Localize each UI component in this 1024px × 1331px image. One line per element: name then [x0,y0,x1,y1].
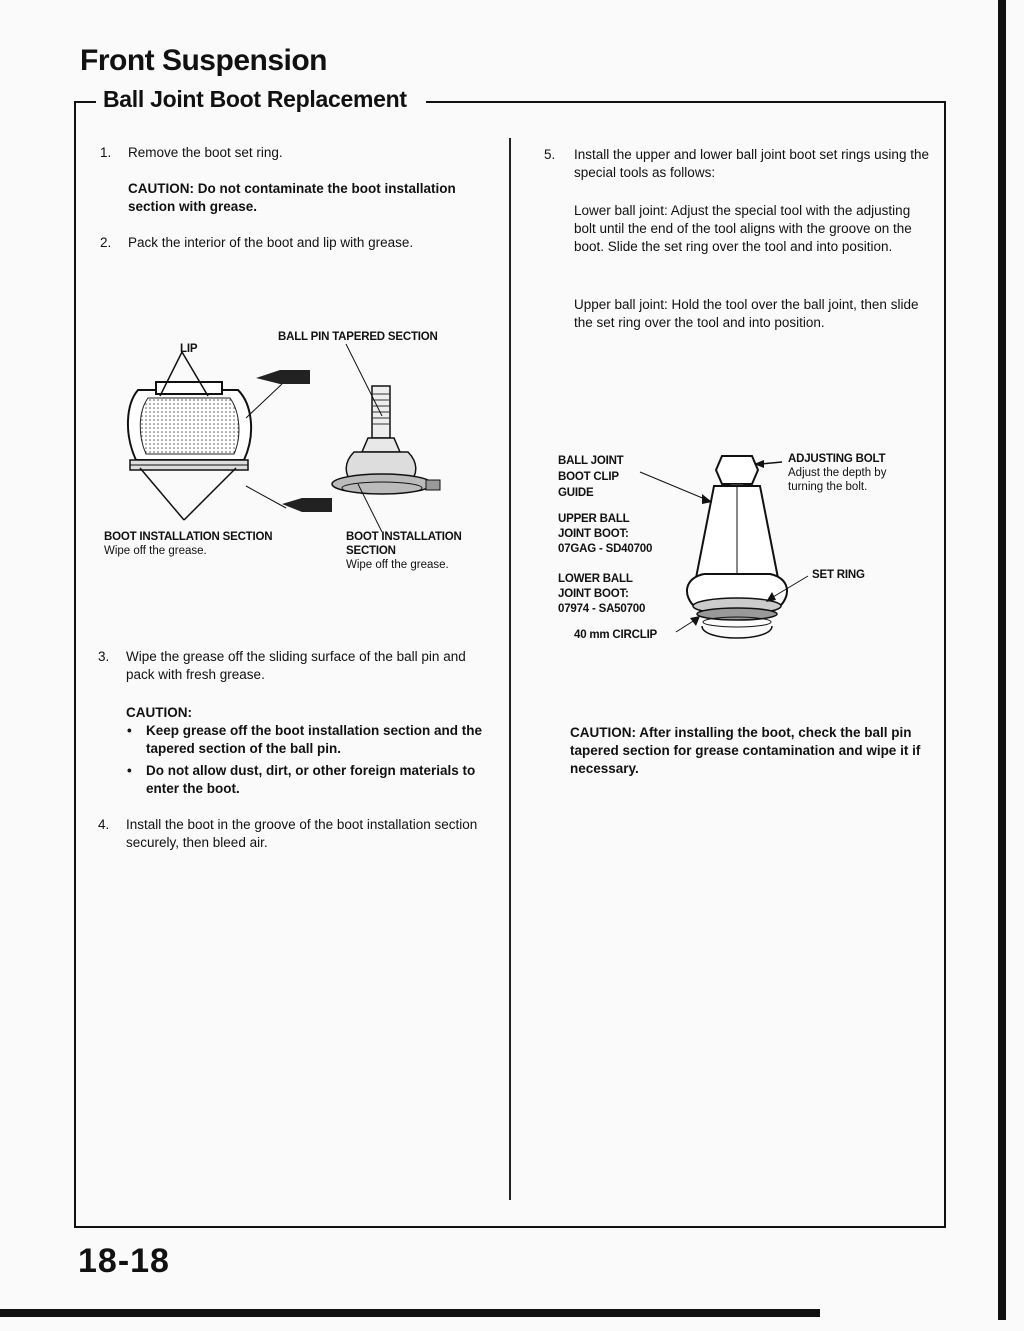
adjusting-bolt-note-1: Adjust the depth by [788,467,887,479]
clip-guide-label-1: BALL JOINT [558,455,624,467]
caution-step-3-label: CAUTION: [126,705,192,720]
boot-install-right-label-1: BOOT INSTALLATION [346,531,462,543]
page-number: 18-18 [78,1242,170,1280]
clip-guide-label-3: GUIDE [558,487,594,499]
upper-ball-joint-paragraph: Upper ball joint: Hold the tool over the ball joint, then slide the set ring over the tool and into position. [574,297,919,330]
upper-boot-part-number: 07GAG - SD40700 [558,543,653,555]
caution-bullet: • Do not allow dust, dirt, or other foreign materials to enter the boot. [126,762,486,798]
lip-label: LIP [180,343,198,355]
upper-boot-label-1: UPPER BALL [558,513,630,525]
caution-bullet: • Keep grease off the boot installation section and the tapered section of the ball pin. [126,722,486,758]
upper-boot-label-2: JOINT BOOT: [558,528,629,540]
step-text: Pack the interior of the boot and lip with grease. [128,235,414,250]
step-text: Remove the boot set ring. [128,145,283,160]
step-number: 4. [98,817,110,832]
page-title: Front Suspension [80,44,327,77]
circlip-label: 40 mm CIRCLIP [574,629,658,641]
caution-step-3-list [126,722,486,802]
lower-boot-part-number: 07974 - SA50700 [558,603,646,615]
boot-install-left-note: Wipe off the grease. [104,545,207,557]
ball-joint-boot-figure [96,322,496,582]
boot-install-right-label-2: SECTION [346,545,396,557]
section-title: Ball Joint Boot Replacement [103,86,407,112]
step-number: 2. [100,235,112,250]
boot-install-right-note: Wipe off the grease. [346,559,449,571]
adjusting-bolt-note-2: turning the bolt. [788,481,868,493]
clip-guide-label-2: BOOT CLIP [558,471,619,483]
lower-boot-label-1: LOWER BALL [558,573,633,585]
set-ring-label: SET RING [812,569,865,581]
step-number: 1. [100,145,112,160]
caution-step-5: CAUTION: After installing the boot, check the ball pin tapered section for grease contamination and wipe it if necessary. [570,725,921,776]
special-tool-figure [556,446,926,656]
frame-bottom [74,1226,946,1228]
scan-edge-bottom [0,1309,820,1317]
ball-pin-tapered-label: BALL PIN TAPERED SECTION [278,331,438,343]
frame-right [944,101,946,1228]
frame-top-rule [426,101,946,103]
step-number: 3. [98,649,110,664]
lower-boot-label-2: JOINT BOOT: [558,588,629,600]
step-text: Install the boot in the groove of the boot installation section securely, then bleed air. [126,817,478,850]
caution-step-1: CAUTION: Do not contaminate the boot installation section with grease. [128,181,456,214]
lower-ball-joint-paragraph: Lower ball joint: Adjust the special tool with the adjusting bolt until the end of the tool aligns with the groove on the boot. Slide the set ring over the tool and into position. [574,203,912,254]
step-text: Install the upper and lower ball joint boot set rings using the special tools as follows: [574,147,929,180]
step-text: Wipe the grease off the sliding surface of the ball pin and pack with fresh grease. [126,649,466,682]
boot-install-left-label: BOOT INSTALLATION SECTION [104,531,273,543]
column-divider [509,138,511,1200]
step-number: 5. [544,147,556,162]
frame-left [74,101,76,1228]
scan-edge-right [998,0,1006,1320]
frame-top-left-stub [74,101,96,103]
adjusting-bolt-label: ADJUSTING BOLT [788,453,886,465]
